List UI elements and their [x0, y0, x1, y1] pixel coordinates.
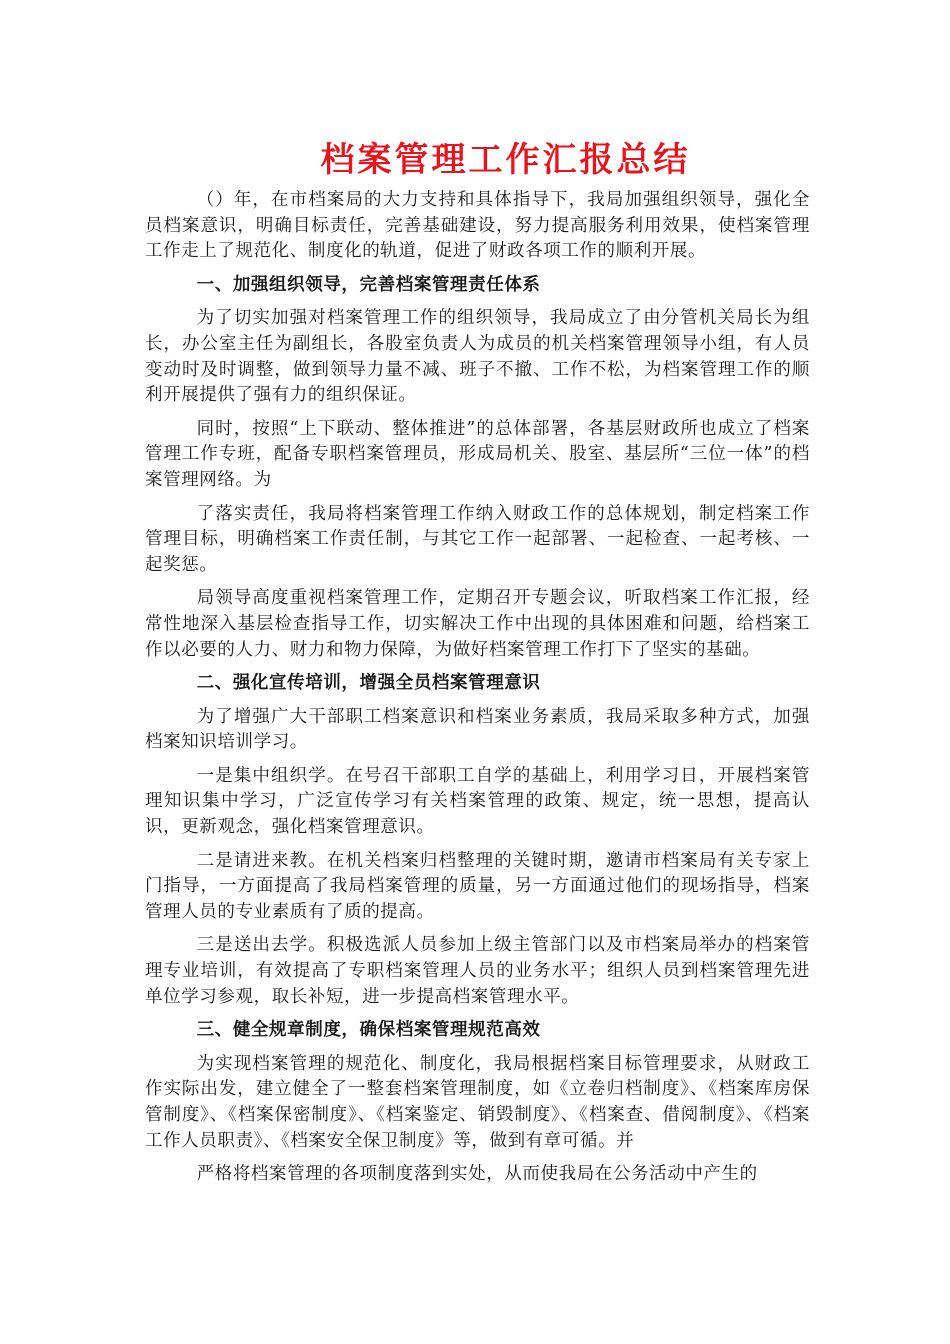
section-heading: 一、加强组织领导，完善档案管理责任体系 — [196, 274, 541, 295]
body-paragraph: （）年，在市档案局的大力支持和具体指导下，我局加强组织领导，强化全员档案意识，明确目标责任，完善基础建设，努力提高服务利用效果，使档案管理工作走上了规范化、制度化的轨道，促进了财政各项工作的顺利开展。 — [145, 190, 810, 262]
body-paragraph: 二是请进来教。在机关档案归档整理的关键时期，邀请市档案局有关专家上门指导，一方面提高了我局档案管理的质量，另一方面通过他们的现场指导，档案管理人员的专业素质有了质的提高。 — [145, 850, 810, 922]
document-body — [145, 188, 810, 1188]
section-heading: 三、健全规章制度，确保档案管理规范高效 — [196, 1020, 541, 1041]
document-page — [145, 132, 810, 1196]
body-paragraph: 同时，按照“上下联动、整体推进”的总体部署，各基层财政所也成立了档案管理工作专班，配备专职档案管理员，形成局机关、股室、基层所“三位一体”的档案管理网络。为 — [145, 418, 810, 490]
body-paragraph: 了落实责任，我局将档案管理工作纳入财政工作的总体规划，制定档案工作管理目标，明确档案工作责任制，与其它工作一起部署、一起检查、一起考核、一起奖惩。 — [145, 503, 810, 575]
body-paragraph: 局领导高度重视档案管理工作，定期召开专题会议，听取档案工作汇报，经常性地深入基层检查指导工作，切实解决工作中出现的具体困难和问题，给档案工作以必要的人力、财力和物力保障，为做好档案管理工作打下了坚实的基础。 — [145, 588, 810, 660]
section-heading: 二、强化宣传培训，增强全员档案管理意识 — [196, 673, 541, 694]
body-paragraph: 严格将档案管理的各项制度落到实处，从而使我局在公务活动中产生的 — [196, 1164, 758, 1185]
document-title: 档案管理工作汇报总结 — [320, 140, 691, 180]
body-paragraph: 为了增强广大干部职工档案意识和档案业务素质，我局采取多种方式，加强档案知识培训学习。 — [145, 706, 810, 753]
body-paragraph: 为实现档案管理的规范化、制度化，我局根据档案目标管理要求，从财政工作实际出发，建立健全了一整套档案管理制度，如《立卷归档制度》、《档案库房保管制度》、《档案保密制度》、《档案鉴定、销毁制度》、《档案查、借阅制度》、《档案工作人员职责》、《档案安全保卫制度》等，做到有章可循。并 — [145, 1053, 810, 1151]
body-paragraph: 一是集中组织学。在号召干部职工自学的基础上，利用学习日，开展档案管理知识集中学习，广泛宣传学习有关档案管理的政策、规定，统一思想，提高认识，更新观念，强化档案管理意识。 — [145, 765, 810, 838]
body-paragraph: 为了切实加强对档案管理工作的组织领导，我局成立了由分管机关局长为组长，办公室主任为副组长，各股室负责人为成员的机关档案管理领导小组，有人员变动时及时调整，做到领导力量不减、班子不撤、工作不松，为档案管理工作的顺利开展提供了强有力的组织保证。 — [145, 308, 810, 406]
body-paragraph: 三是送出去学。积极选派人员参加上级主管部门以及市档案局举办的档案管理专业培训，有效提高了专职档案管理人员的业务水平；组织人员到档案管理先进单位学习参观，取长补短，进一步提高档案管理水平。 — [145, 935, 810, 1007]
